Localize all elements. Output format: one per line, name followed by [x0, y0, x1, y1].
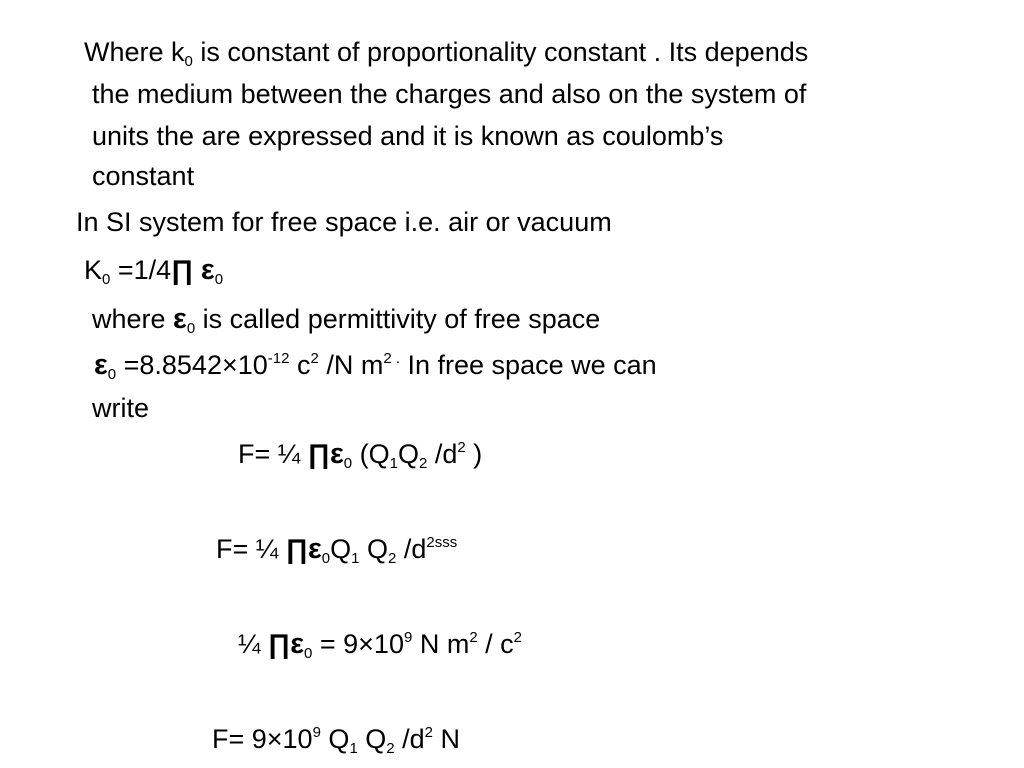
para1-line1: Where $k_0$ is constant of proportionality constant . Its depends: [84, 37, 809, 70]
formula-4: $F= 9\times 10^9$ $Q_1$ $Q_2$ $/d^2$ N: [212, 724, 461, 757]
k0-definition: $K_0$ =1/4∏ $\varepsilon_0$: [84, 254, 224, 288]
permittivity-line: where $\varepsilon_0$ is called permittivity of free space: [92, 303, 601, 337]
para1-line3: units the are expressed and it is known as coulomb’s: [92, 121, 724, 151]
epsilon-value-line-cont: write: [92, 393, 150, 423]
para1-line2: the medium between the charges and also on the system of: [92, 79, 807, 109]
si-system-line: In SI system for free space i.e. air or vacuum: [76, 207, 612, 237]
formula-1: F= ¼ $\prod\varepsilon_0$ ($Q_1Q_2$ $/d^2$ ): [238, 438, 483, 472]
epsilon-value-line: $\varepsilon_0 =8.8542\times 10^{-12}$ $c^2$ /N $m^{2 .}$ In free space we can: [94, 349, 657, 383]
formula-2: F= ¼ $\prod\varepsilon_0Q_1$ $Q_2$ $/d^{2sss}$: [216, 533, 458, 567]
formula-3: ¼ $\prod\varepsilon_0 = 9\times 10^9$ N $m^2 / c^2$: [238, 628, 523, 662]
para1-line4: constant: [92, 161, 195, 191]
